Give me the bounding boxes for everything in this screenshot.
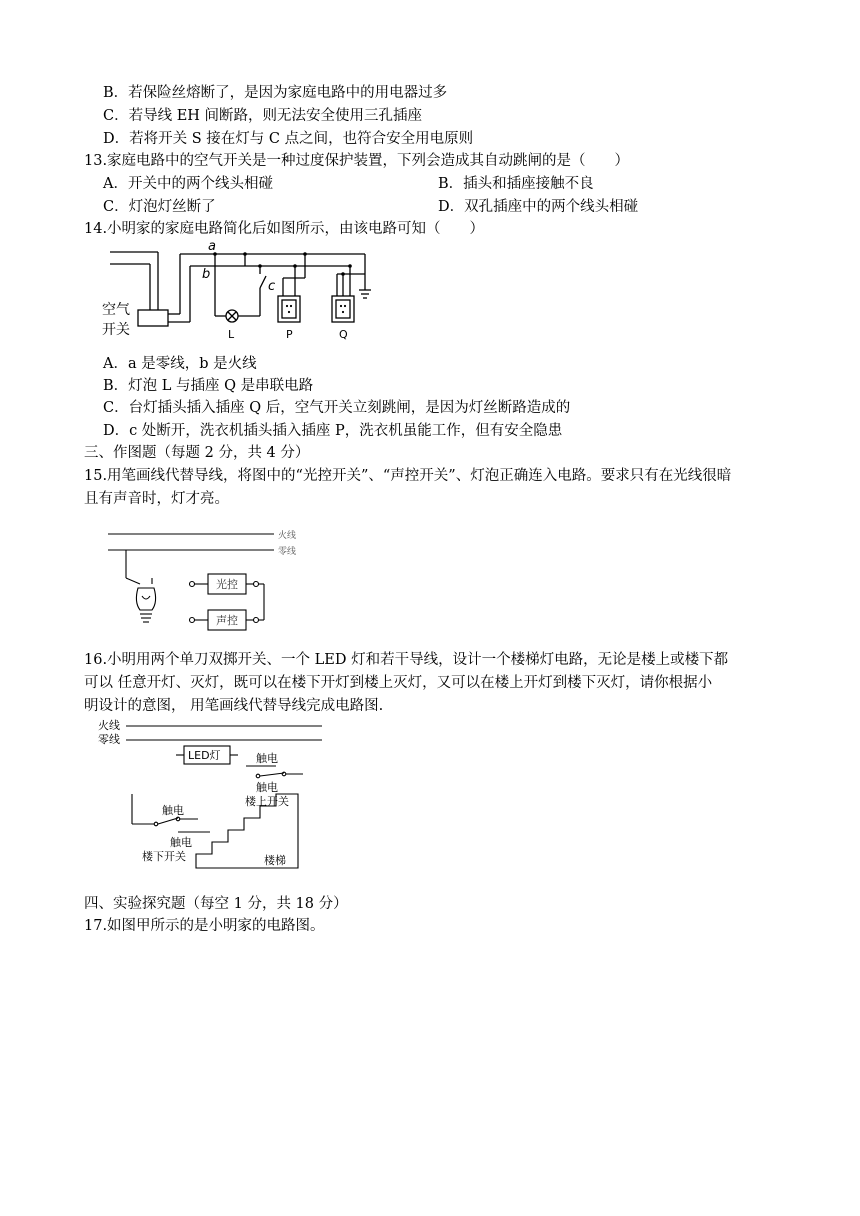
q16-upstairs-contact-top: 触电 [256,752,278,765]
q16-downstairs-contact-bottom: 触电 [170,836,192,849]
q14-circuit-diagram [100,238,400,350]
q17-stem: 17.如图甲所示的是小明家的电路图。 [84,918,325,934]
q13-option-b: B．插头和插座接触不良 [438,176,594,192]
q13-option-c: C．灯泡灯丝断了 [103,199,216,215]
q16-upstairs-contact-bottom: 触电 [256,781,278,794]
q16-stairs-label: 楼梯 [264,854,286,867]
q16-upstairs-switch-label: 楼上开关 [245,795,289,808]
q14-option-a: A．a 是零线，b 是火线 [103,356,257,372]
q12-option-c: C．若导线 EH 间断路，则无法安全使用三孔插座 [103,108,423,124]
q14-label-a: a [208,239,216,254]
q14-option-c: C．台灯插头插入插座 Q 后，空气开关立刻跳闸，是因为灯丝断路造成的 [103,400,571,416]
q15-live-wire-label: 火线 [278,531,297,541]
q15-neutral-wire-label: 零线 [278,547,297,557]
q14-socket-p-label: P [286,328,293,341]
q14-label-c: c [268,279,276,294]
q15-light-switch-label: 光控 [216,578,238,591]
q14-breaker-label-2: 开关 [102,322,130,338]
section-4-heading: 四、实验探究题（每空 1 分，共 18 分） [84,896,348,912]
q15-stem-line-1: 15.用笔画线代替导线，将图中的“光控开关”、“声控开关”、灯泡正确连入电路。要求只有在光线很暗 [84,468,732,484]
q16-stem-line-1: 16.小明用两个单刀双掷开关、一个 LED 灯和若干导线，设计一个楼梯灯电路，无论是楼上或楼下都 [84,652,729,668]
q14-lamp-label: L [228,328,235,341]
q14-option-d: D．c 处断开，洗衣机插头插入插座 P，洗衣机虽能工作，但有安全隐患 [103,423,563,439]
q16-stem-line-3: 明设计的意图， 用笔画线代替导线完成电路图. [84,698,384,714]
q14-socket-q-label: Q [339,328,348,341]
q12-option-b: B．若保险丝熔断了，是因为家庭电路中的用电器过多 [103,85,448,101]
q16-neutral-wire-label: 零线 [98,733,120,746]
q14-label-b: b [202,267,211,282]
q12-option-d: D．若将开关 S 接在灯与 C 点之间，也符合安全用电原则 [103,131,474,147]
q13-option-a: A．开关中的两个线头相碰 [103,176,273,192]
q16-led-label: LED灯 [188,749,221,762]
q13-stem: 13.家庭电路中的空气开关是一种过度保护装置，下列会造成其自动跳闸的是（ ） [84,153,630,169]
q14-option-b: B．灯泡 L 与插座 Q 是串联电路 [103,378,314,394]
q16-downstairs-switch-label: 楼下开关 [142,850,186,863]
q15-stem-line-2: 且有声音时，灯才亮。 [84,491,229,507]
section-3-heading: 三、作图题（每题 2 分，共 4 分） [84,445,310,461]
q16-stem-line-2: 可以 任意开灯、灭灯，既可以在楼下开灯到楼上灭灯，又可以在楼上开灯到楼下灭灯，请你根据小 [84,675,713,691]
q16-stair-circuit-diagram [98,716,330,874]
q13-option-d: D．双孔插座中的两个线头相碰 [438,199,639,215]
q16-downstairs-contact-top: 触电 [162,804,184,817]
q16-live-wire-label: 火线 [98,719,120,732]
q14-stem: 14.小明家的家庭电路简化后如图所示，由该电路可知（ ） [84,221,485,237]
q14-breaker-label-1: 空气 [102,302,130,318]
q15-sound-switch-label: 声控 [216,614,238,627]
q15-circuit-diagram [104,522,310,634]
